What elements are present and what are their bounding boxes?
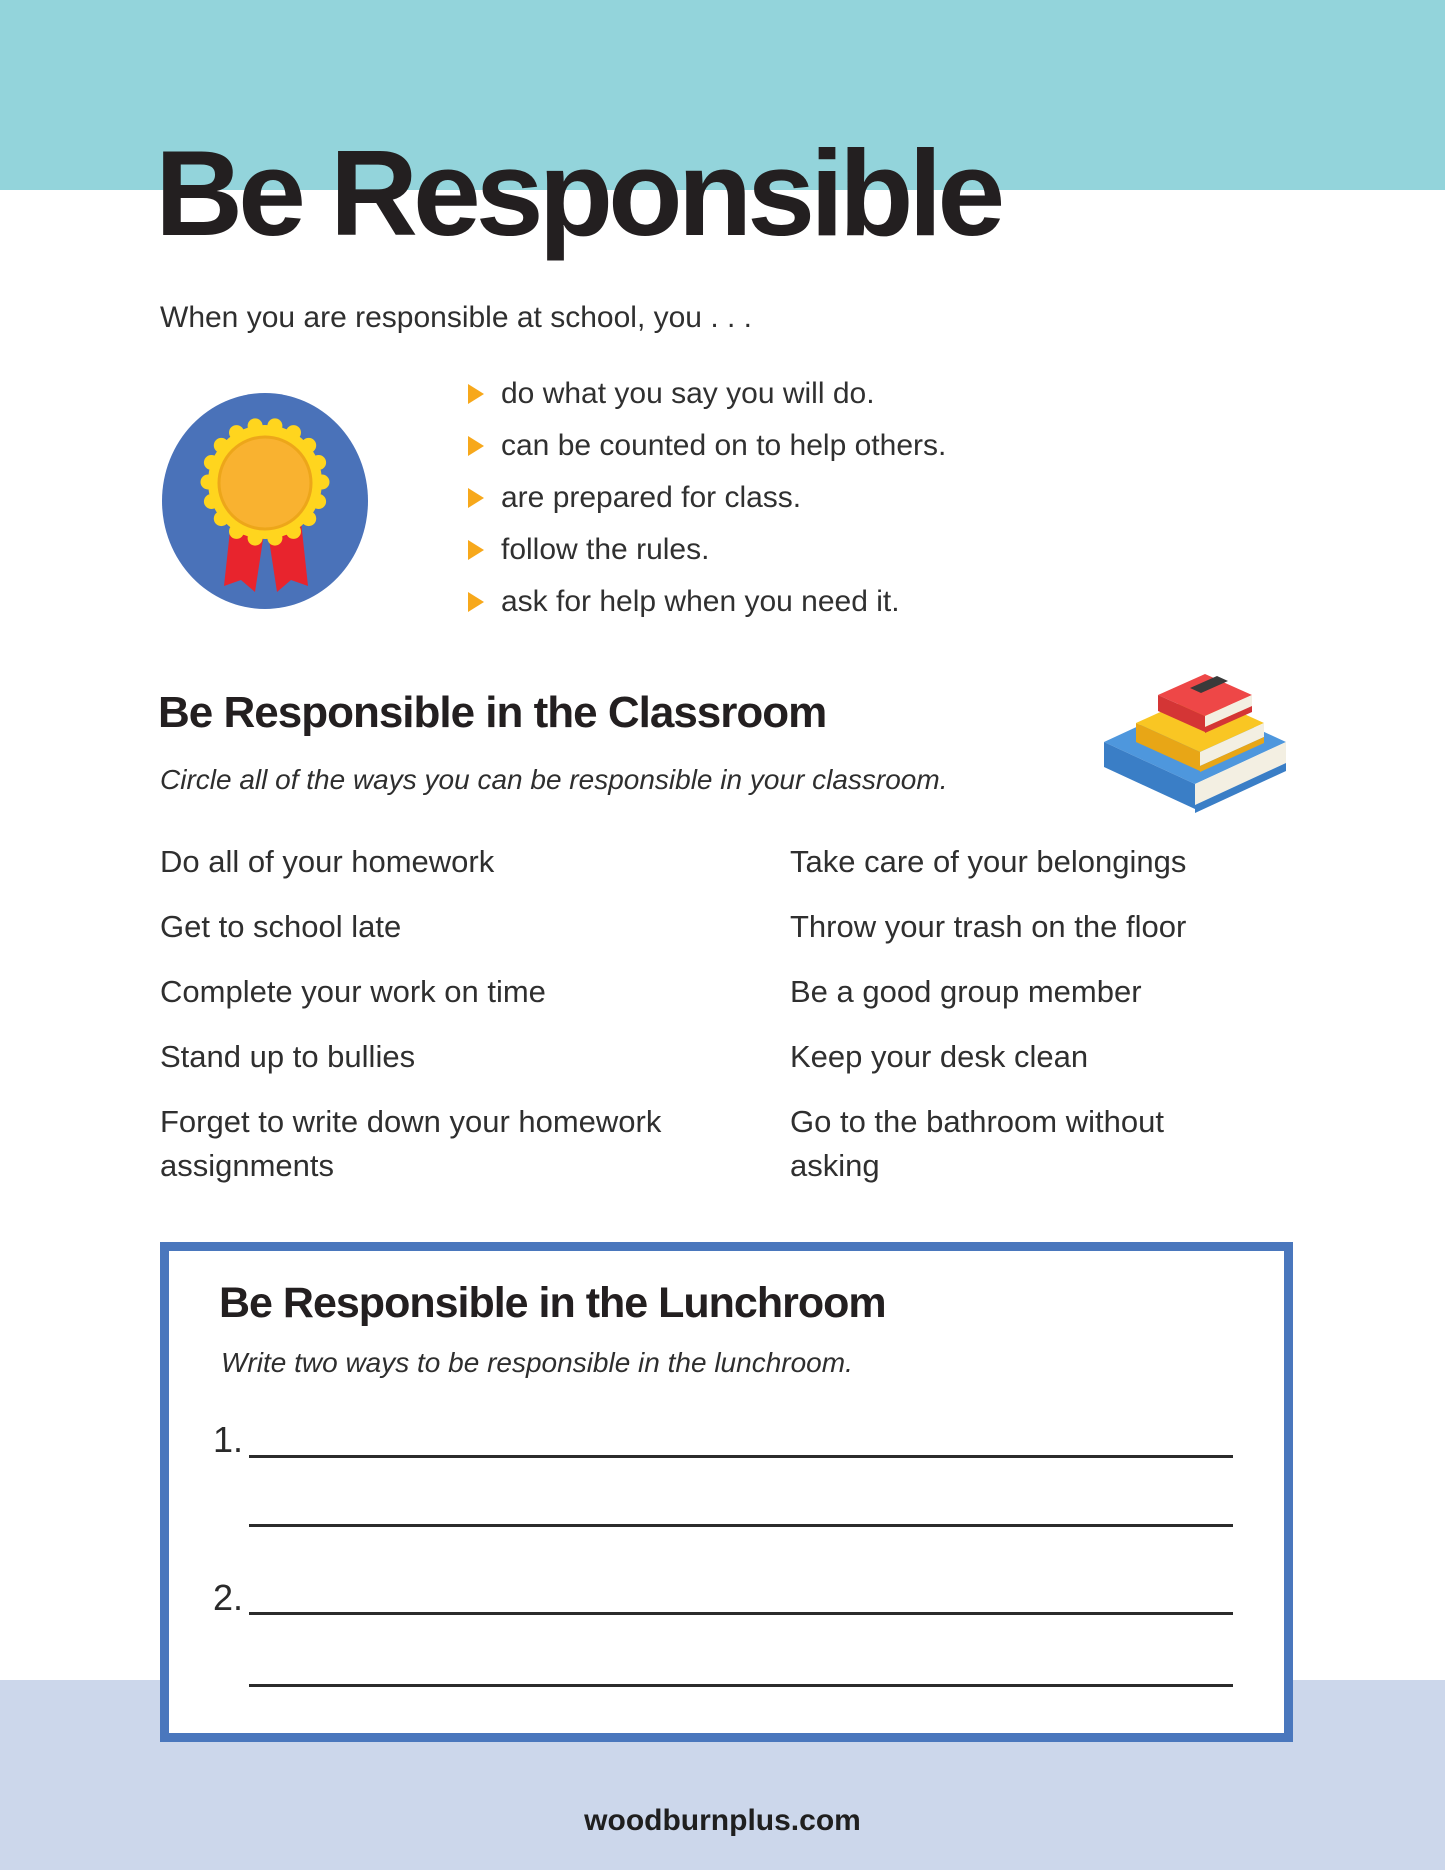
answer-line[interactable] — [249, 1455, 1233, 1458]
answer-number: 2. — [213, 1577, 244, 1618]
list-item: follow the rules. — [468, 524, 946, 576]
answer-line[interactable] — [249, 1684, 1233, 1687]
lunchroom-section-box — [160, 1242, 1293, 1742]
answer-line[interactable] — [249, 1612, 1233, 1615]
classroom-section-heading: Be Responsible in the Classroom — [158, 688, 827, 737]
circlable-item[interactable]: Forget to write down your homework assignments — [160, 1104, 662, 1183]
medal-icon — [160, 392, 370, 610]
triangle-bullet-icon — [468, 540, 484, 560]
triangle-bullet-icon — [468, 488, 484, 508]
circlable-item[interactable]: Take care of your belongings — [790, 844, 1187, 879]
books-icon — [1090, 646, 1300, 816]
footer-site-text: woodburnplus.com — [584, 1804, 861, 1837]
circlable-item[interactable]: Keep your desk clean — [790, 1039, 1089, 1074]
list-item: are prepared for class. — [468, 472, 946, 524]
circlable-item[interactable]: Do all of your homework — [160, 844, 495, 879]
page-title: Be Responsible — [155, 125, 1001, 261]
triangle-bullet-icon — [468, 436, 484, 456]
responsibilities-list — [468, 368, 946, 628]
intro-text: When you are responsible at school, you . . . — [160, 301, 752, 334]
answer-line[interactable] — [249, 1524, 1233, 1527]
circlable-item[interactable]: Complete your work on time — [160, 974, 546, 1009]
classroom-instruction: Circle all of the ways you can be responsible in your classroom. — [160, 764, 948, 795]
list-item: do what you say you will do. — [468, 368, 946, 420]
answer-number: 1. — [213, 1419, 244, 1460]
lunchroom-section-heading: Be Responsible in the Lunchroom — [219, 1279, 886, 1327]
triangle-bullet-icon — [468, 592, 484, 612]
lunchroom-instruction: Write two ways to be responsible in the lunchroom. — [221, 1347, 853, 1378]
circlable-item[interactable]: Be a good group member — [790, 974, 1142, 1009]
list-item: ask for help when you need it. — [468, 576, 946, 628]
classroom-left-column — [160, 840, 690, 1209]
circlable-item[interactable]: Stand up to bullies — [160, 1039, 416, 1074]
circlable-item[interactable]: Get to school late — [160, 909, 402, 944]
list-item: can be counted on to help others. — [468, 420, 946, 472]
circlable-item[interactable]: Go to the bathroom without asking — [790, 1104, 1164, 1183]
circlable-item[interactable]: Throw your trash on the floor — [790, 909, 1187, 944]
classroom-right-column — [790, 840, 1260, 1209]
triangle-bullet-icon — [468, 384, 484, 404]
